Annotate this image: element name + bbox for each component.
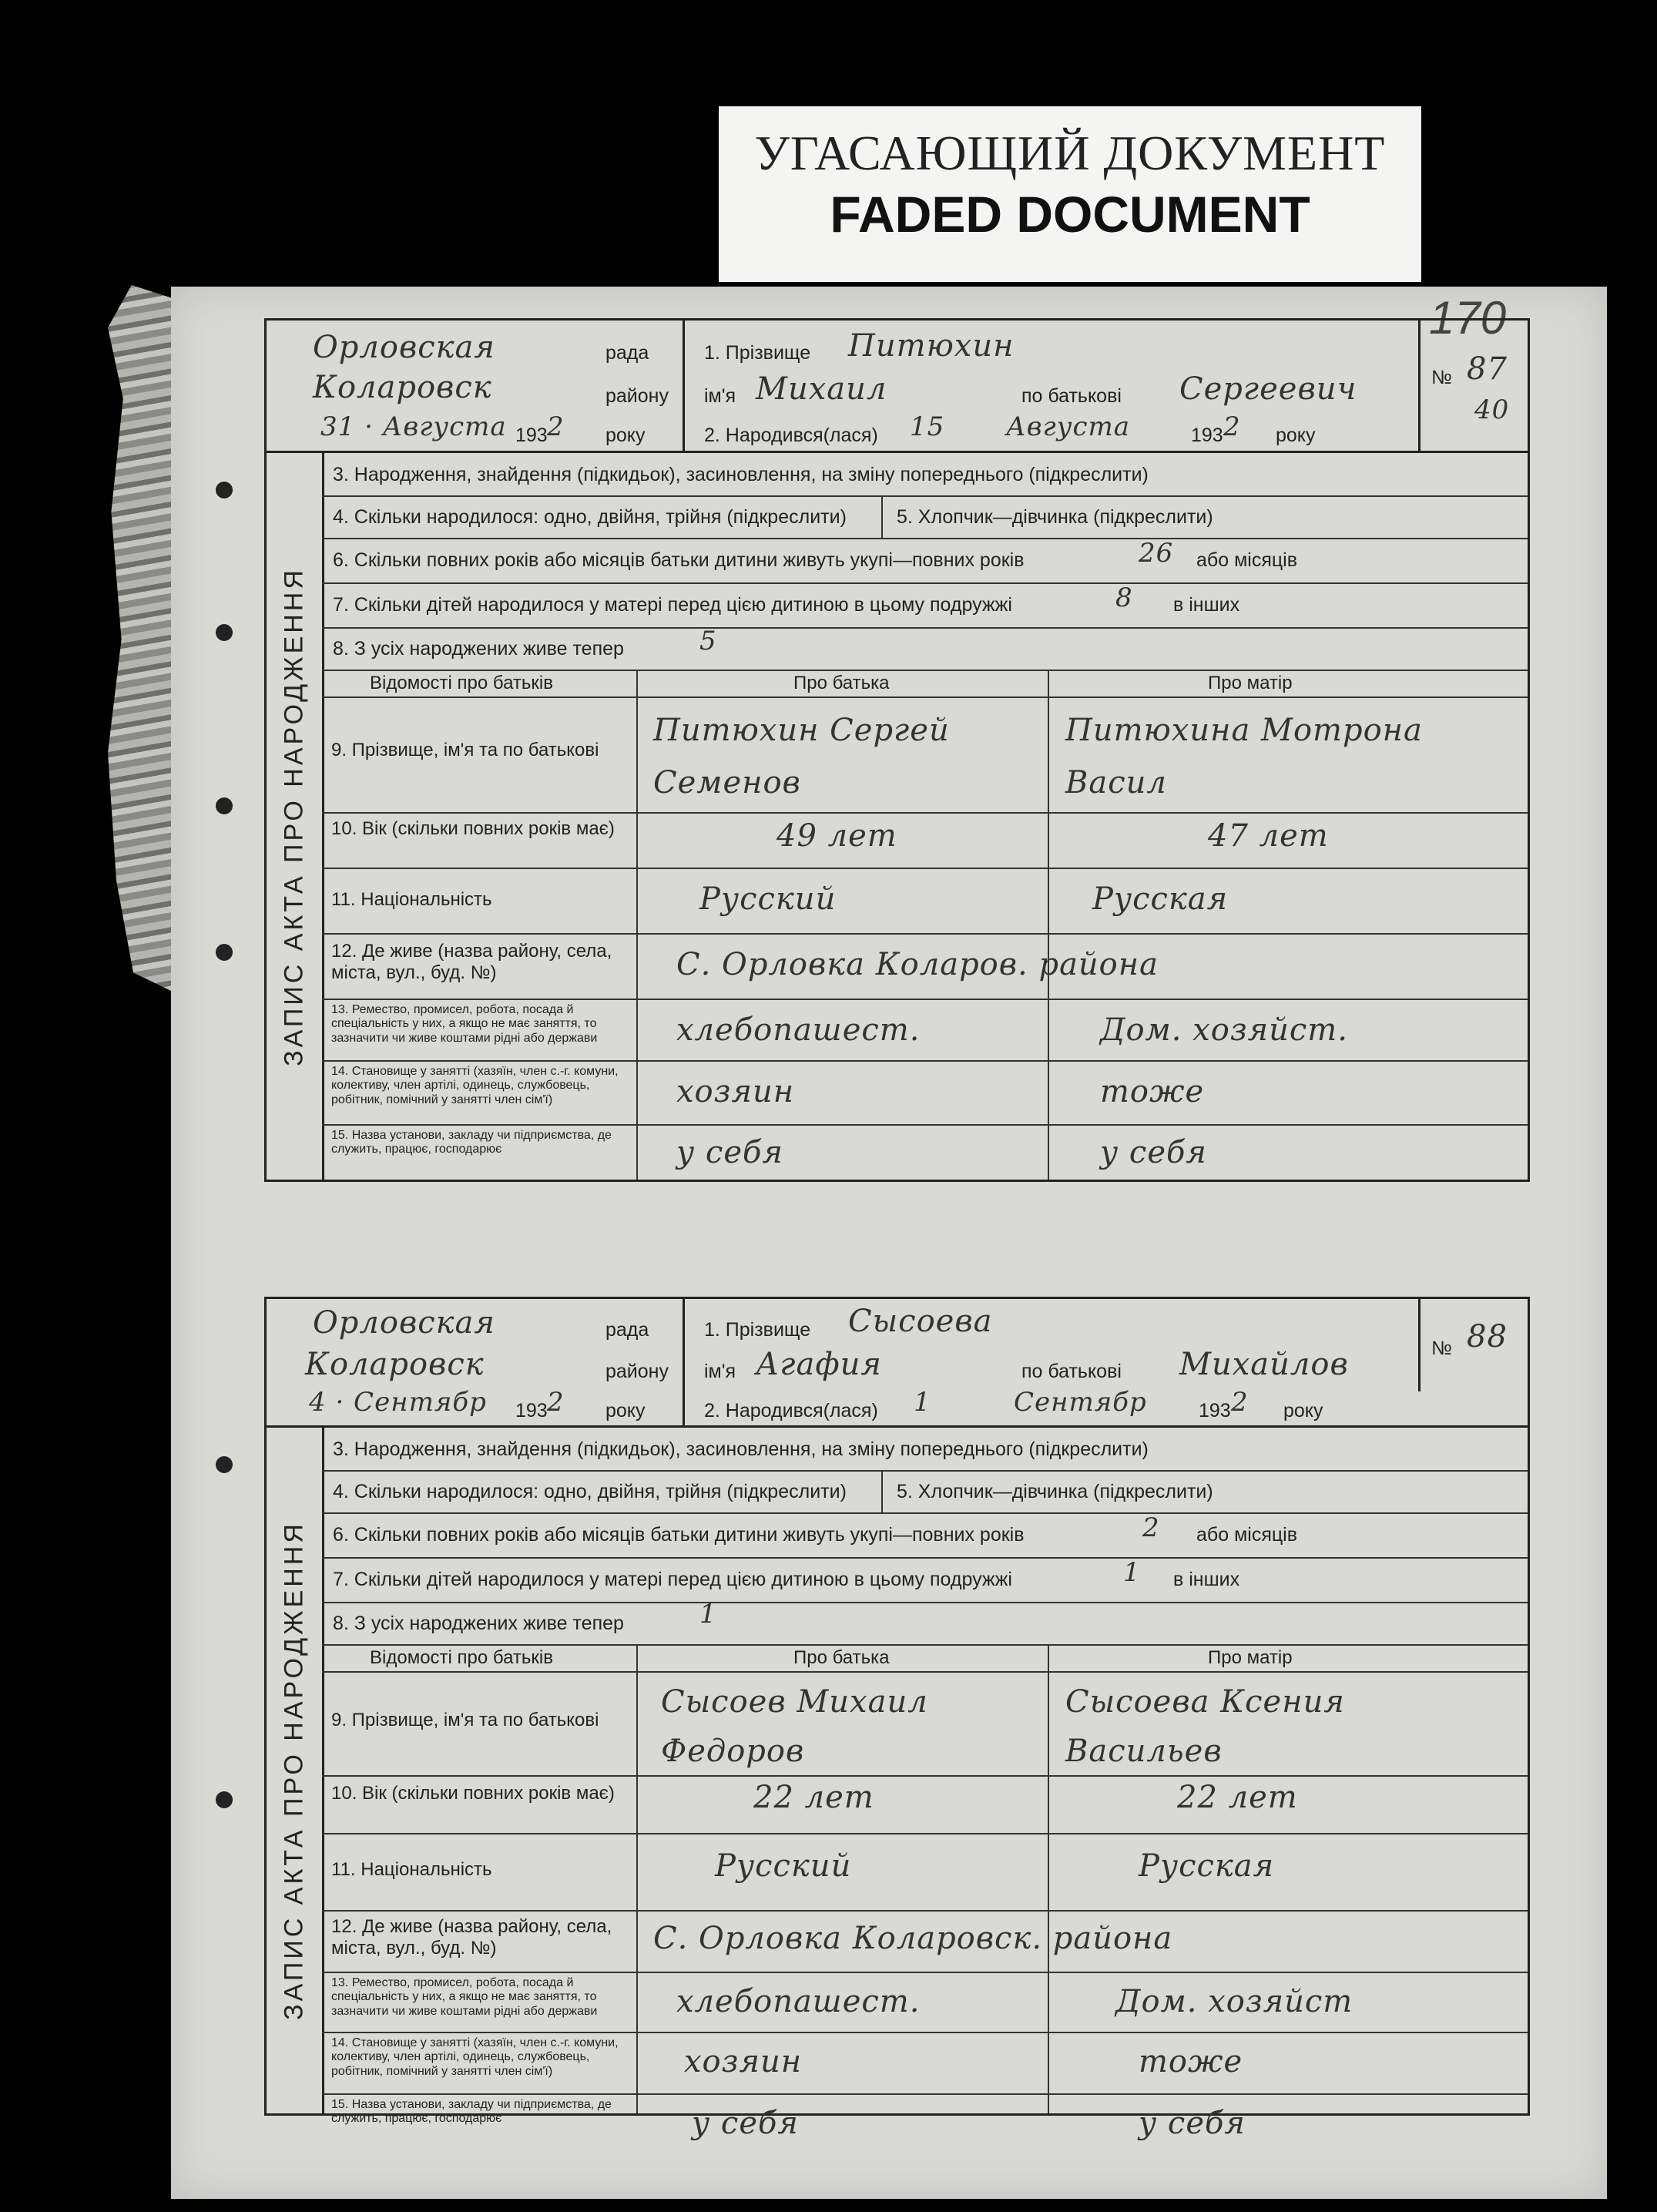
parents-head-row: Відомості про батьків Про батька Про матір: [322, 670, 1528, 698]
raion-handwritten: Коларовск: [305, 1347, 485, 1382]
row-13: 13. Ремество, промисел, робота, посада й спеціальність у них, а якщо не має заняття, то зазначити чи живе коштами рідні або держави хлебопашест. Дом. хозяйст: [322, 1972, 1528, 2033]
row-11: 11. Національність Русский Русская: [322, 1833, 1528, 1912]
row-6: 6. Скільки повних років або місяців батьки дитини живуть укупі—повних років 2 або місяців: [322, 1512, 1528, 1559]
row-9: 9. Прізвище, ім'я та по батькові Питюхин Сергей Семенов Питюхина Мотрона Васил: [322, 696, 1528, 814]
born-month-handwritten: Сентябр: [1014, 1387, 1147, 1418]
binding-hole: [216, 624, 233, 641]
children-before-handwritten: 1: [1123, 1557, 1141, 1588]
row-12: 12. Де живе (назва району, села, міста, вул., буд. №) С. Орловка Коларов. района: [322, 933, 1528, 1000]
father-age-handwritten: 22 лет: [753, 1780, 874, 1815]
record-number2-handwritten: 40: [1474, 394, 1510, 425]
father-status-handwritten: хозяин: [676, 1074, 795, 1109]
years-together-handwritten: 2: [1142, 1512, 1160, 1543]
father-age-handwritten: 49 лет: [777, 818, 897, 854]
row-4-5: 4. Скільки народилося: одно, двійня, трійня (підкреслити) 5. Хлопчик—дівчинка (підкреслити): [322, 1470, 1528, 1514]
raion-label: району: [605, 385, 669, 407]
record-number-handwritten: 87: [1467, 351, 1508, 387]
record-rows: [322, 453, 1528, 1180]
birth-record-87: [264, 318, 1530, 1182]
mother-nationality-handwritten: Русская: [1139, 1848, 1275, 1884]
raion-handwritten: Коларовск: [313, 370, 492, 405]
born-year-handwritten: 2: [1231, 1387, 1249, 1418]
mother-occupation-handwritten: Дом. хозяйст.: [1100, 1012, 1348, 1048]
father-nationality-handwritten: Русский: [699, 881, 837, 917]
born-day-handwritten: 1: [914, 1387, 931, 1418]
mother-name-handwritten: Сысоева Ксения Васильев: [1065, 1684, 1345, 1769]
number-sign: №: [1431, 367, 1452, 388]
name-label: ім'я: [704, 1361, 736, 1382]
born-label: 2. Народився(лася): [704, 425, 878, 446]
roku-label: року: [605, 425, 646, 446]
father-status-handwritten: хозяин: [684, 2044, 803, 2079]
born-label: 2. Народився(лася): [704, 1400, 878, 1422]
row-14: 14. Становище у занятті (хазяїн, член с.-г. комуни, колективу, член артілі, одинець, службовець, робітник, помічний у занятті член сім'ї) хозяин тоже: [322, 1060, 1528, 1126]
header-mid: [683, 1299, 1418, 1425]
father-name-handwritten: Сысоев Михаил Федоров: [661, 1684, 928, 1769]
year-handwritten: 2: [547, 411, 565, 442]
mother-age-handwritten: 47 лет: [1208, 818, 1329, 854]
row-15: 15. Назва установи, закладу чи підприємства, де служить, працює, господарює у себя у себя: [331, 2098, 1246, 2141]
stamp-ru: УГАСАЮЩИЙ ДОКУМЕНТ: [754, 126, 1386, 180]
record-rows: [322, 1428, 1528, 2141]
raion-label: району: [605, 1361, 669, 1382]
binding-hole: [216, 1791, 233, 1808]
residence-handwritten: С. Орловка Коларов. района: [676, 947, 1159, 982]
mother-nationality-handwritten: Русская: [1092, 881, 1229, 917]
header-right: [1418, 321, 1535, 451]
born-month-handwritten: Августа: [1006, 411, 1130, 442]
father-workplace-handwritten: у себя: [676, 1135, 783, 1170]
year-print: 193: [515, 425, 548, 446]
father-occupation-handwritten: хлебопашест.: [676, 1984, 921, 2019]
header-left: [267, 321, 685, 451]
patronymic-label: по батькові: [1021, 1361, 1122, 1382]
row-10: 10. Вік (скільки повних років має) 22 лет 22 лет: [322, 1775, 1528, 1834]
row-10: 10. Вік (скільки повних років має) 49 лет 47 лет: [322, 812, 1528, 869]
header-left: [267, 1299, 685, 1425]
row-8: 8. З усіх народжених живе тепер 5: [322, 627, 1528, 671]
rada-handwritten: Орловская: [313, 1305, 495, 1341]
mother-workplace-handwritten: у себя: [1100, 1135, 1207, 1170]
father-workplace-handwritten: у себя: [692, 2106, 799, 2141]
alive-handwritten: 1: [699, 1599, 717, 1630]
parents-table: [322, 1644, 1528, 2141]
mother-status-handwritten: тоже: [1100, 1074, 1205, 1109]
record-body: [264, 453, 1530, 1182]
page-number: 170: [1429, 292, 1507, 344]
year-handwritten: 2: [547, 1387, 565, 1418]
father-occupation-handwritten: хлебопашест.: [676, 1012, 921, 1048]
stamp-en: FADED DOCUMENT: [830, 186, 1310, 243]
record-header: [264, 1297, 1530, 1428]
birth-record-88: [264, 1297, 1530, 2141]
rada-handwritten: Орловская: [313, 330, 495, 365]
born-year-print: 193: [1199, 1400, 1231, 1422]
born-roku-label: року: [1283, 1400, 1323, 1422]
mother-workplace-handwritten: у себя: [1139, 2106, 1246, 2141]
row-15: 15. Назва установи, закладу чи підприємства, де служить, працює, господарює у себя у себя: [331, 1129, 1207, 1170]
side-title: ЗАПИС АКТА ПРО НАРОДЖЕННЯ: [267, 1428, 324, 2113]
patronymic-handwritten: Михайлов: [1179, 1347, 1349, 1382]
row-4-5: 4. Скільки народилося: одно, двійня, трійня (підкреслити) 5. Хлопчик—дівчинка (підкреслити): [322, 495, 1528, 539]
record-body: [264, 1428, 1530, 2141]
surname-handwritten: Питюхин: [848, 328, 1015, 364]
header-mid: [683, 321, 1418, 451]
surname-label: 1. Прізвище: [704, 342, 811, 364]
father-name-handwritten: Питюхин Сергей Семенов: [653, 713, 950, 801]
row-11: 11. Національність Русский Русская: [322, 868, 1528, 935]
date-handwritten: 4 · Сентябр: [309, 1387, 487, 1418]
binding-hole: [216, 1456, 233, 1473]
patronymic-handwritten: Сергеевич: [1179, 371, 1357, 407]
row-3: 3. Народження, знайдення (підкидьок), засиновлення, на зміну попереднього (підкреслити): [322, 453, 1528, 497]
rada-label: рада: [605, 342, 649, 364]
father-nationality-handwritten: Русский: [715, 1848, 852, 1884]
mother-occupation-handwritten: Дом. хозяйст: [1115, 1984, 1353, 2019]
alive-handwritten: 5: [699, 626, 717, 656]
name-label: ім'я: [704, 385, 736, 407]
roku-label: року: [605, 1400, 646, 1422]
name-handwritten: Михаил: [756, 371, 887, 407]
mother-status-handwritten: тоже: [1139, 2044, 1243, 2079]
mother-name-handwritten: Питюхина Мотрона Васил: [1065, 713, 1423, 801]
residence-handwritten: С. Орловка Коларовск. района: [653, 1921, 1173, 1956]
faded-document-stamp: [719, 106, 1421, 282]
year-print: 193: [515, 1400, 548, 1422]
row-9: 9. Прізвище, ім'я та по батькові Сысоев Михаил Федоров Сысоева Ксения Васильев: [322, 1671, 1528, 1777]
row-13: 13. Ремество, промисел, робота, посада й спеціальність у них, а якщо не має заняття, то зазначити чи живе коштами рідні або держави хлебопашест. Дом. хозяйст.: [322, 999, 1528, 1062]
binding-hole: [216, 482, 233, 498]
name-handwritten: Агафия: [756, 1347, 882, 1382]
row-7: 7. Скільки дітей народилося у матері перед цією дитиною в цьому подружжі 8 в інших: [322, 582, 1528, 629]
row-14: 14. Становище у занятті (хазяїн, член с.-г. комуни, колективу, член артілі, одинець, службовець, робітник, помічний у занятті член сім'ї) хозяин тоже: [322, 2032, 1528, 2095]
surname-label: 1. Прізвище: [704, 1319, 811, 1341]
header-right: [1418, 1299, 1535, 1391]
side-title: ЗАПИС АКТА ПРО НАРОДЖЕННЯ: [267, 453, 324, 1180]
row-3: 3. Народження, знайдення (підкидьок), засиновлення, на зміну попереднього (підкреслити): [322, 1428, 1528, 1472]
born-year-handwritten: 2: [1223, 411, 1241, 442]
children-before-handwritten: 8: [1115, 582, 1133, 613]
row-12: 12. Де живе (назва району, села, міста, вул., буд. №) С. Орловка Коларовск. района: [322, 1910, 1528, 1973]
rada-label: рада: [605, 1319, 649, 1341]
patronymic-label: по батькові: [1021, 385, 1122, 407]
parents-table: [322, 670, 1528, 1180]
record-number-handwritten: 88: [1467, 1319, 1508, 1354]
mother-age-handwritten: 22 лет: [1177, 1780, 1298, 1815]
born-year-print: 193: [1191, 425, 1223, 446]
years-together-handwritten: 26: [1139, 538, 1174, 569]
born-day-handwritten: 15: [910, 411, 945, 442]
binding-hole: [216, 797, 233, 814]
row-8: 8. З усіх народжених живе тепер 1: [322, 1602, 1528, 1646]
record-header: [264, 318, 1530, 453]
date-handwritten: 31 · Августа: [320, 411, 507, 442]
born-roku-label: року: [1276, 425, 1316, 446]
number-sign: №: [1431, 1338, 1452, 1359]
surname-handwritten: Сысоева: [848, 1304, 993, 1339]
binding-hole: [216, 944, 233, 961]
row-7: 7. Скільки дітей народилося у матері перед цією дитиною в цьому подружжі 1 в інших: [322, 1557, 1528, 1603]
row-6: 6. Скільки повних років або місяців батьки дитини живуть укупі—повних років 26 або місяців: [322, 538, 1528, 584]
parents-head-row: Відомості про батьків Про батька Про матір: [322, 1644, 1528, 1673]
